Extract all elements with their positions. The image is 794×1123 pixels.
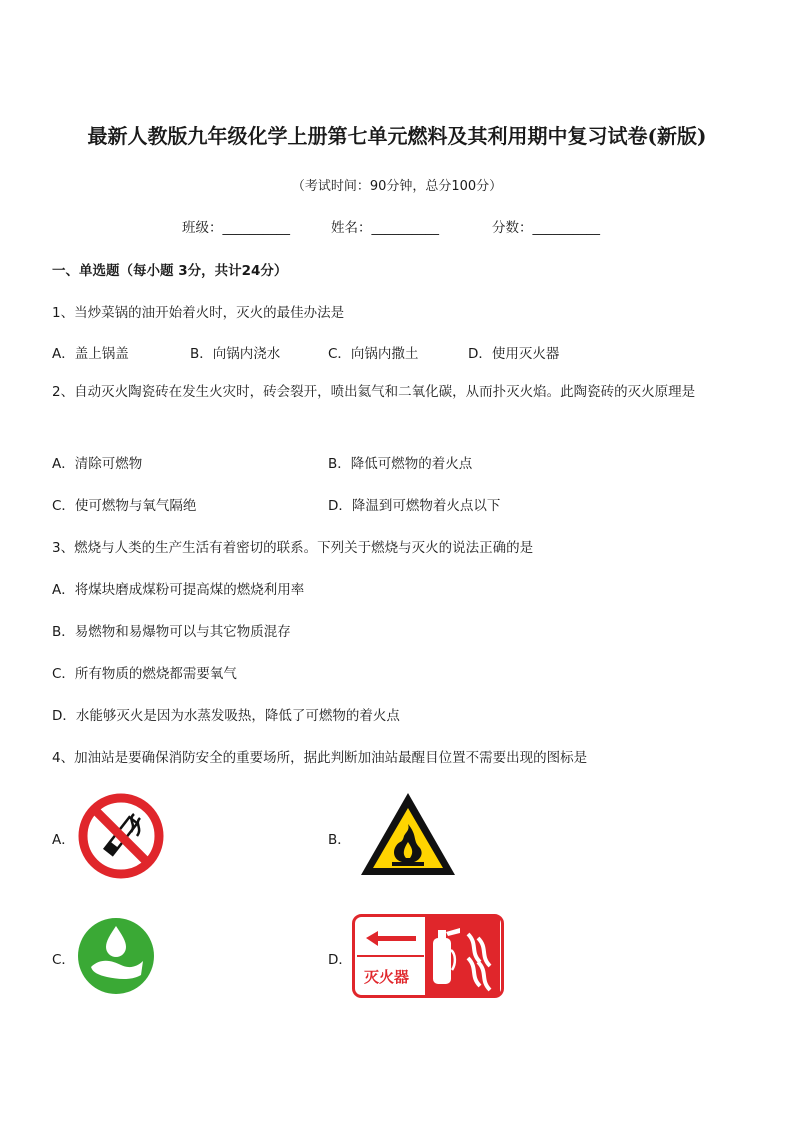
q3-option-a[interactable]: A．将煤块磨成煤粉可提高煤的燃烧利用率 [52, 582, 305, 598]
exam-info: （考试时间：90分钟，总分100分） [291, 179, 503, 194]
class-field [182, 216, 290, 236]
question-4-stem: 4、加油站是要确保消防安全的重要场所，据此判断加油站最醒目位置不需要出现的图标是 [52, 750, 588, 766]
name-label: 姓名： [331, 220, 372, 236]
q2-option-c[interactable]: C．使可燃物与氧气隔绝 [52, 498, 197, 514]
q1-option-b[interactable]: B．向锅内浇水 [190, 346, 281, 362]
question-1-stem: 1、当炒菜锅的油开始着火时，灭火的最佳办法是 [52, 305, 345, 321]
page-title: 最新人教版九年级化学上册第七单元燃料及其利用期中复习试卷(新版) [87, 124, 707, 148]
question-2-stem: 2、自动灭火陶瓷砖在发生火灾时，砖会裂开，喷出氦气和二氧化碳，从而扑灭火焰。此陶瓷砖的灭火原理是 [52, 384, 696, 400]
class-label: 班级： [182, 220, 223, 236]
q3-option-b[interactable]: B．易燃物和易爆物可以与其它物质混存 [52, 624, 291, 640]
water-saving-icon[interactable] [77, 917, 155, 995]
q4-option-d[interactable]: D． [328, 952, 352, 968]
score-blank[interactable]: __________ [532, 220, 600, 236]
q4-option-c[interactable]: C． [52, 952, 75, 968]
class-blank[interactable]: __________ [222, 220, 290, 236]
q1-option-c[interactable]: C．向锅内撒土 [328, 346, 419, 362]
q1-option-a[interactable]: A．盖上锅盖 [52, 346, 129, 362]
q2-option-a[interactable]: A．清除可燃物 [52, 456, 143, 472]
no-smoking-icon[interactable] [77, 792, 165, 880]
score-field [492, 216, 600, 236]
q4-option-b[interactable]: B． [328, 832, 351, 848]
fire-extinguisher-sign-icon[interactable] [352, 914, 504, 998]
flammable-warning-icon[interactable] [358, 790, 458, 878]
q4-option-a[interactable]: A． [52, 832, 75, 848]
question-3-stem: 3、燃烧与人类的生产生活有着密切的联系。下列关于燃烧与灭火的说法正确的是 [52, 540, 534, 556]
q3-option-c[interactable]: C．所有物质的燃烧都需要氧气 [52, 666, 237, 682]
name-blank[interactable]: __________ [371, 220, 439, 236]
q1-option-d[interactable]: D．使用灭火器 [468, 346, 560, 362]
q2-option-b[interactable]: B．降低可燃物的着火点 [328, 456, 473, 472]
fire-extinguisher-label: 灭火器 [364, 968, 410, 986]
q2-option-d[interactable]: D．降温到可燃物着火点以下 [328, 498, 501, 514]
q3-option-d[interactable]: D．水能够灭火是因为水蒸发吸热，降低了可燃物的着火点 [52, 708, 400, 724]
name-field [331, 216, 439, 236]
section-title: 一、单选题（每小题 3分，共计24分） [52, 263, 288, 279]
score-label: 分数： [492, 220, 533, 236]
